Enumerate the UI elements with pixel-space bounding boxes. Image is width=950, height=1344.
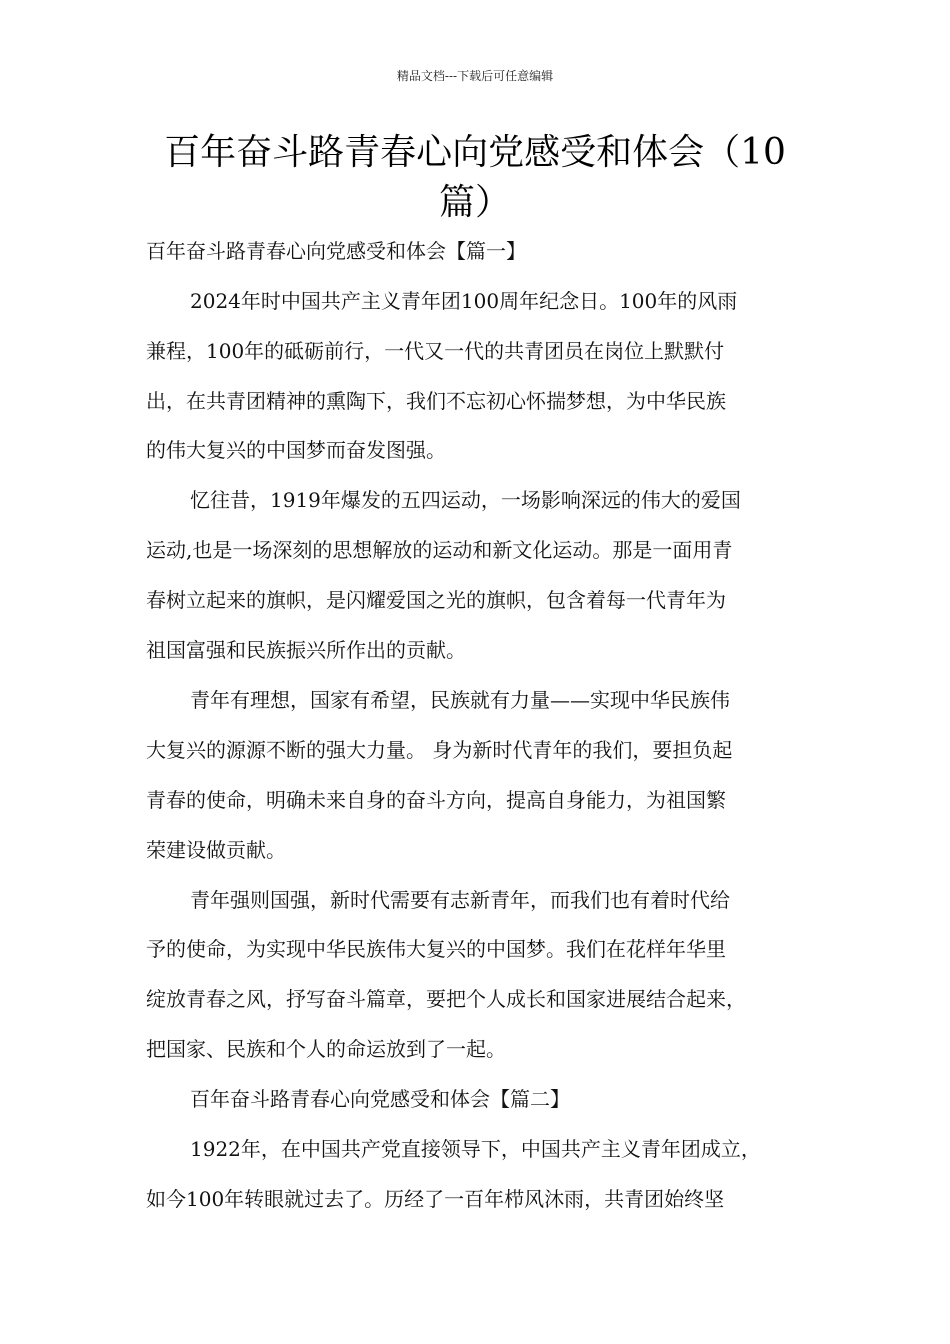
paragraph-line: 绽放青春之风，抒写奋斗篇章，要把个人成长和国家进展结合起来，	[146, 987, 746, 1011]
title-line-2: 篇）	[438, 182, 511, 223]
paragraph-line: 兼程，100年的砥砺前行，一代又一代的共青团员在岗位上默默付	[146, 339, 725, 363]
paragraph-line: 的伟大复兴的中国梦而奋发图强。	[146, 438, 446, 462]
paragraph-line: 2024年时中国共产主义青年团100周年纪念日。100年的风雨	[190, 289, 738, 313]
paragraph-line: 如今100年转眼就过去了。历经了一百年栉风沐雨，共青团始终坚	[146, 1187, 725, 1211]
paragraph-line: 大复兴的源源不断的强大力量。 身为新时代青年的我们，要担负起	[146, 738, 733, 762]
header-note: 精品文档---下载后可任意编辑	[396, 69, 554, 83]
paragraph-line: 忆往昔，1919年爆发的五四运动，一场影响深远的伟大的爱国	[190, 488, 741, 512]
title-line-1: 百年奋斗路青春心向党感受和体会（10	[164, 132, 786, 173]
paragraph-line: 把国家、民族和个人的命运放到了一起。	[146, 1037, 506, 1061]
paragraph-line: 出，在共青团精神的熏陶下，我们不忘初心怀揣梦想，为中华民族	[146, 389, 726, 413]
section-heading-2: 百年奋斗路青春心向党感受和体会【篇二】	[190, 1087, 570, 1111]
paragraph-line: 青春的使命，明确未来自身的奋斗方向，提高自身能力，为祖国繁	[146, 788, 726, 812]
paragraph-line: 祖国富强和民族振兴所作出的贡献。	[146, 638, 466, 662]
paragraph-line: 青年有理想，国家有希望，民族就有力量——实现中华民族伟	[190, 688, 730, 712]
document-title	[140, 128, 810, 228]
paragraph-line: 运动,也是一场深刻的思想解放的运动和新文化运动。那是一面用青	[146, 538, 733, 562]
paragraph-line: 春树立起来的旗帜，是闪耀爱国之光的旗帜，包含着每一代青年为	[146, 588, 726, 612]
paragraph-line: 荣建设做贡献。	[146, 838, 286, 862]
paragraph-line: 1922年，在中国共产党直接领导下，中国共产主义青年团成立，	[190, 1137, 761, 1161]
paragraph-line: 予的使命，为实现中华民族伟大复兴的中国梦。我们在花样年华里	[146, 937, 726, 961]
paragraph-line: 青年强则国强，新时代需要有志新青年，而我们也有着时代给	[190, 888, 730, 912]
section-heading-1: 百年奋斗路青春心向党感受和体会【篇一】	[146, 239, 526, 263]
